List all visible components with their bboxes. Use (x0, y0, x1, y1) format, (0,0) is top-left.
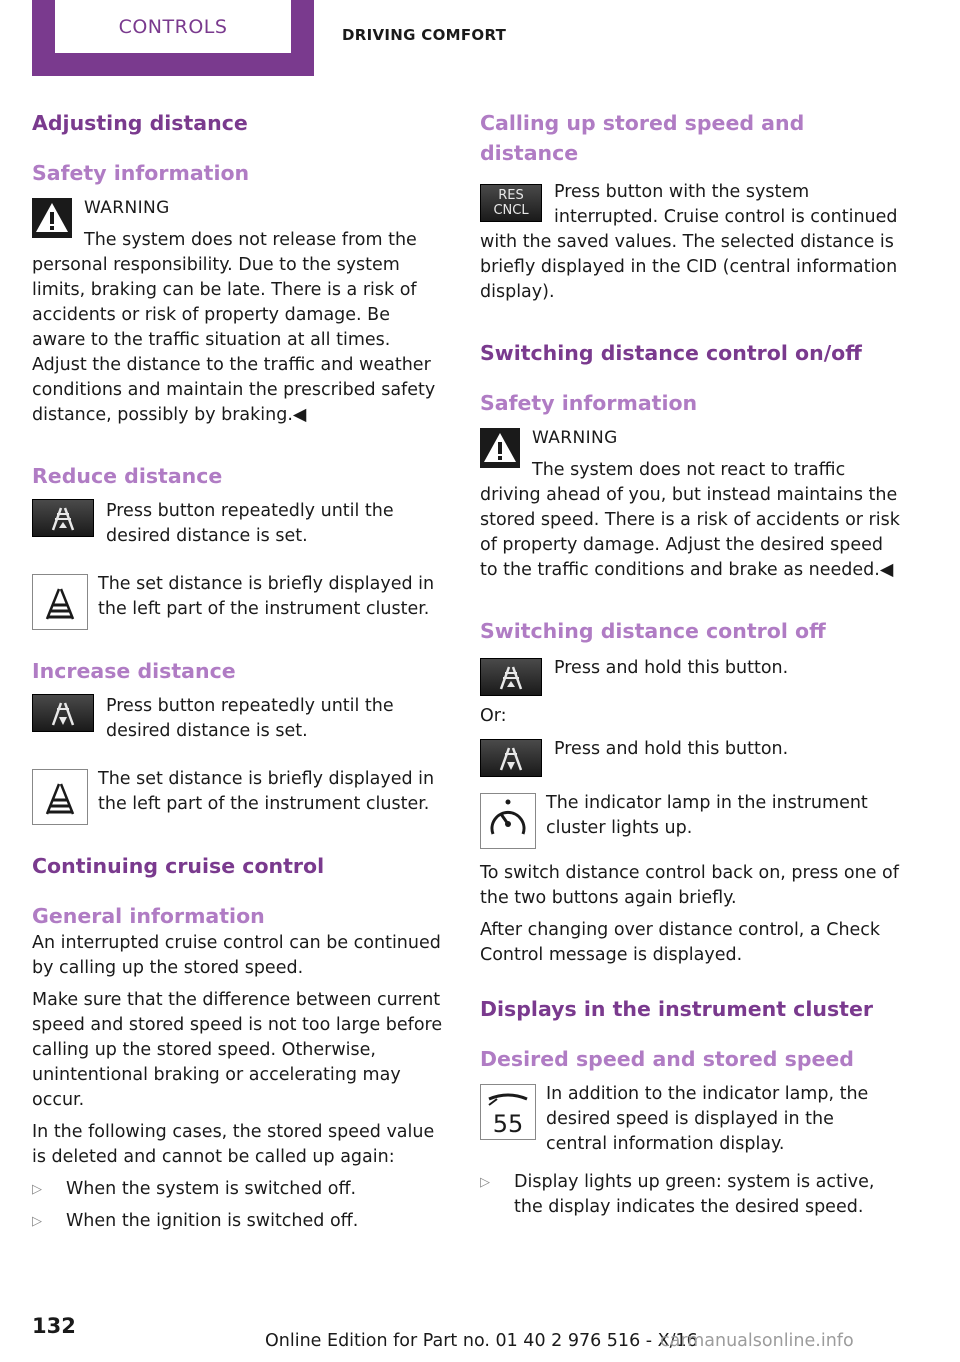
header-section-title: DRIVING COMFORT (342, 26, 507, 44)
cruise-control-lamp-icon (480, 793, 536, 849)
heading-calling-up-stored-speed: Calling up stored speed and distance (480, 111, 805, 165)
warning-triangle-icon (32, 198, 72, 238)
increase-press-block (32, 694, 448, 751)
header-tab (55, 0, 291, 53)
heading-switching-off: Switching distance control off (480, 619, 826, 643)
warning-block-right (480, 426, 900, 590)
display-states-list (480, 1170, 900, 1220)
svg-text:55: 55 (492, 1110, 524, 1138)
heading-adjusting-distance: Adjusting distance (32, 111, 248, 135)
press-hold-block-2 (480, 737, 900, 781)
warning-triangle-icon (480, 428, 520, 468)
heading-switching-distance-control: Switching distance control on/off (480, 341, 862, 365)
heading-safety-information-right: Safety information (480, 391, 698, 415)
distance-display-reduce-icon (32, 574, 88, 630)
increase-display-text: The set distance is briefly displayed in the left part of the instrument cluster. (98, 769, 435, 814)
distance-button-icon (480, 658, 542, 696)
reduce-press-block (32, 499, 448, 556)
general-paragraph-3: In the following cases, the stored speed value is deleted and cannot be called up again: (32, 1122, 435, 1167)
increase-press-text: Press button repeatedly until the desired distance is set. (106, 696, 394, 741)
indicator-lamp-text: The indicator lamp in the instrument cluster lights up. (546, 793, 868, 838)
left-column (32, 108, 448, 1241)
desired-speed-display-icon (480, 1084, 536, 1140)
warning-label: WARNING (532, 428, 618, 448)
calling-block (480, 180, 900, 312)
general-paragraph-2: Make sure that the difference between current speed and stored speed is not too large before calling up the stored speed. Otherwise, unintentional braking or accelerating may occur. (32, 990, 443, 1110)
press-hold-text-1: Press and hold this button. (554, 658, 789, 678)
reduce-press-text: Press button repeatedly until the desired distance is set. (106, 501, 394, 546)
heading-general-information: General information (32, 904, 265, 928)
page-number: 132 (32, 1314, 76, 1338)
distance-reduce-button-icon (32, 499, 94, 537)
desired-speed-text: In addition to the indicator lamp, the desired speed is displayed in the central information display. (546, 1084, 869, 1154)
increase-display-block (32, 767, 448, 829)
bullet-arrow-icon: ▷ (480, 1175, 490, 1190)
warning-label: WARNING (84, 198, 170, 218)
heading-increase-distance: Increase distance (32, 659, 236, 683)
heading-safety-information: Safety information (32, 161, 250, 185)
reduce-display-text: The set distance is briefly displayed in the left part of the instrument cluster. (98, 574, 435, 619)
calling-text: Press button with the system interrupted. Cruise control is continued with the saved values. The selected distance is briefly displayed in the CID (central information display). (480, 182, 898, 302)
footer-edition: Online Edition for Part no. 01 40 2 976 516 - X/16 (265, 1331, 698, 1351)
distance-button-icon (480, 739, 542, 777)
heading-desired-speed: Desired speed and stored speed (480, 1047, 854, 1071)
general-paragraph-1: An interrupted cruise control can be continued by calling up the stored speed. (32, 933, 441, 978)
heading-displays-instrument-cluster: Displays in the instrument cluster (480, 997, 873, 1021)
bullet-arrow-icon: ▷ (32, 1214, 42, 1229)
bullet-arrow-icon: ▷ (32, 1182, 42, 1197)
press-hold-block-1 (480, 656, 900, 700)
footer-watermark: carmanualsonline.info (660, 1331, 854, 1351)
after-changing-text: After changing over distance control, a Check Control message is displayed. (480, 920, 881, 965)
indicator-lamp-block (480, 791, 900, 853)
distance-display-increase-icon (32, 769, 88, 825)
heading-continuing-cruise-control: Continuing cruise control (32, 854, 325, 878)
heading-reduce-distance: Reduce distance (32, 464, 223, 488)
list-item: ▷ When the system is switched off. (32, 1177, 448, 1202)
deleted-cases-list (32, 1177, 448, 1234)
header-tab-label: CONTROLS (118, 15, 228, 38)
warning-block (32, 196, 448, 435)
list-item: ▷ When the ignition is switched off. (32, 1209, 448, 1234)
list-item: ▷ Display lights up green: system is active, the display indicates the desired speed. (480, 1172, 875, 1217)
reduce-display-block (32, 572, 448, 634)
warning-text-right: The system does not react to traffic driving ahead of you, but instead maintains the stored speed. There is a risk of accidents or risk of property damage. Adjust the desired speed to the traffic conditions and brake as needed.◀ (480, 460, 900, 580)
res-cncl-button-icon: RES CNCL (480, 184, 542, 222)
distance-increase-button-icon (32, 694, 94, 732)
warning-text: The system does not release from the personal responsibility. Due to the system limits, braking can be late. There is a risk of accidents or risk of property damage. Be aware to the traffic situation at all times. Adjust the distance to the traffic and weather conditions and maintain the prescribed safety distance, possibly by braking.◀ (32, 230, 436, 425)
or-text: Or: (480, 706, 507, 726)
switch-back-text: To switch distance control back on, press one of the two buttons again briefly. (480, 863, 899, 908)
right-column (480, 108, 900, 1227)
press-hold-text-2: Press and hold this button. (554, 739, 789, 759)
desired-speed-block (480, 1082, 900, 1164)
